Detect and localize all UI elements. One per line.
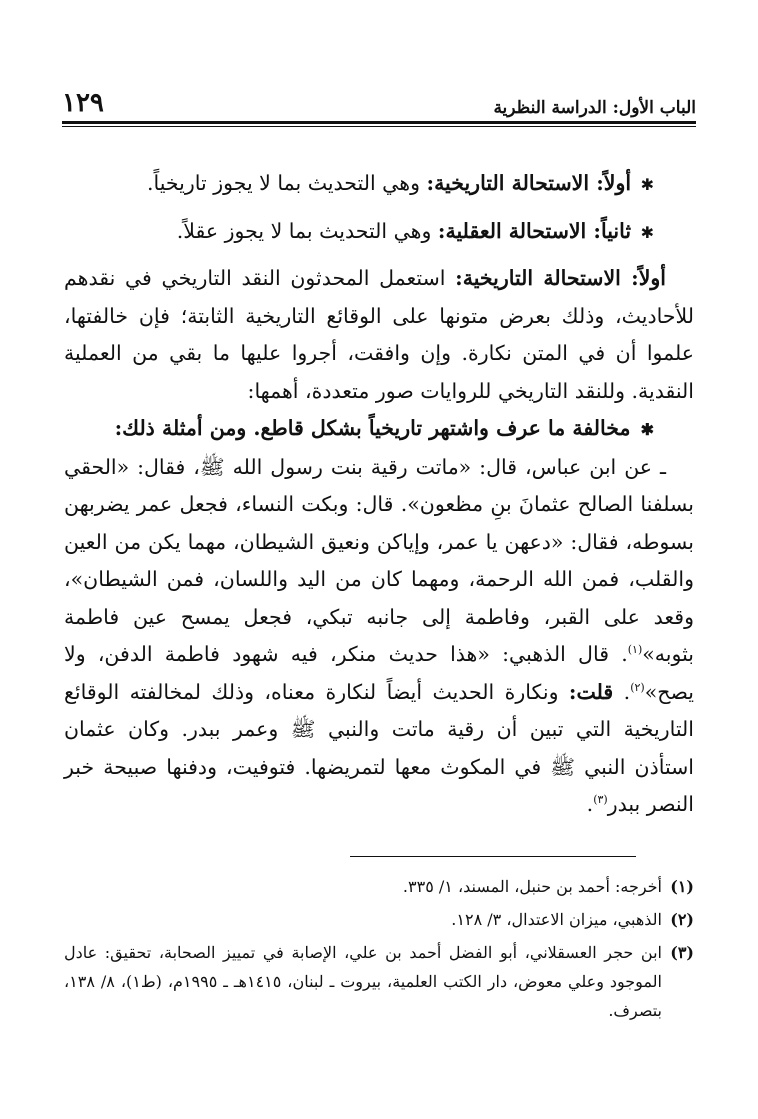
page-number: ١٢٩ [62,88,104,118]
footnote [64,872,694,901]
example-text: . قال الذهبي: «هذا حديث منكر، فيه شهود فاطمة الدفن، ولا يصح» [64,642,694,704]
footnote-ref: (٣) [593,793,608,807]
paragraph-text: استعمل المحدثون النقد التاريخي في نقدهم للأحاديث، وذلك بعرض متونها على الوقائع التاريخية الثابتة؛ فإن خالفتها، علموا أن في المتن نكارة. وإن وافقت، أجروا عليها ما بقي من العملية النقدية. وللنقد التاريخي للروايات صور متعددة، أهمها: [64,266,694,403]
footnote-text: الذهبي، ميزان الاعتدال، ٣/ ١٢٨. [451,910,662,929]
footnote-text: ابن حجر العسقلاني، أبو الفضل أحمد بن علي، الإصابة في تمييز الصحابة، تحقيق: عادل الموجود وعلي معوض، دار الكتب العلمية، بيروت ـ لبنان، ١٤١٥هـ ـ ١٩٩٥م، (ط١)، ٨/ ١٣٨، بتصرف. [64,943,662,1020]
example-paragraph [64,449,694,824]
point-rational [64,213,694,252]
star-bullet-icon: ✱ [640,222,654,242]
paragraph-label: أولاً: الاستحالة التاريخية: [455,266,666,290]
point-historical [64,165,694,204]
header-rule-thick [62,121,696,124]
footnote-ref: (١) [627,643,643,657]
footnote-text: أخرجه: أحمد بن حنبل، المسند، ١/ ٣٣٥. [402,877,662,896]
running-title: الباب الأول: الدراسة النظرية [493,98,696,118]
footnote-number: (١) [670,877,694,896]
point-text: وهي التحديث بما لا يجوز عقلاً. [176,218,432,243]
footnote-number: (٣) [670,943,694,962]
point-label: أولاً: الاستحالة التاريخية: [426,171,632,195]
qult-label: قلت: [568,679,614,704]
footnote-ref: (٢) [630,680,645,694]
example-text: . [623,679,631,704]
main-text [64,165,694,824]
footnote [64,905,694,934]
example-text: ـ عن ابن عباس، قال: «ماتت رقية بنت رسول الله ﷺ، فقال: «الحقي بسلفنا الصالح عثمانَ بنِ مظعون». قال: وبكت النساء، فجعل عمر يضربهن بسوطه، فقال: «دعهن يا عمر، وإياكن ونعيق الشيطان، مهما يكن من العين والقلب، فمن الله الرحمة، ومهما كان من اليد واللسان، فمن الشيطان»، وقعد على القبر، وفاطمة إلى جانبه تبكي، فجعل يمسح عين فاطمة بثوبه» [64,454,694,666]
paragraph-historical-criticism [64,260,694,410]
point-label: ثانياً: الاستحالة العقلية: [437,218,632,243]
footnote [64,938,694,1025]
header-rule-thin [62,126,696,127]
footnote-number: (٢) [670,910,694,929]
star-bullet-icon: ✱ [640,420,654,439]
point-text: وهي التحديث بما لا يجوز تاريخياً. [146,171,420,195]
footnote-separator [350,856,636,857]
star-bullet-icon: ✱ [640,175,654,194]
example-text: . [586,792,594,816]
bullet-heading-text: مخالفة ما عرف واشتهر تاريخياً بشكل قاطع. ومن أمثلة ذلك: [114,416,631,440]
page-header [62,78,696,122]
footnotes [64,872,694,1029]
example-text: ونكارة الحديث أيضاً لنكارة معناه، وذلك لمخالفته الوقائع التاريخية التي تبين أن رقية ماتت والنبي ﷺ وعمر ببدر. وكان عثمان استأذن النبي ﷺ في المكوث معها لتمريضها. فتوفيت، ودفنها صبيحة خبر النصر ببدر [64,679,694,816]
bullet-heading [64,410,694,449]
